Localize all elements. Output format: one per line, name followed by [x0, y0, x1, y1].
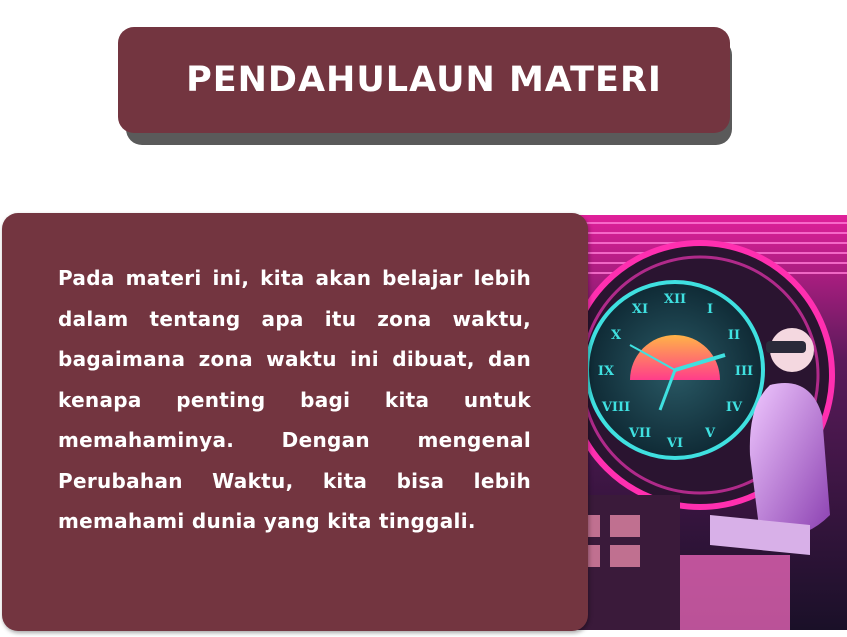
svg-text:XI: XI — [631, 302, 649, 317]
svg-text:XII: XII — [663, 292, 687, 307]
svg-text:X: X — [610, 328, 622, 343]
svg-text:III: III — [734, 364, 754, 379]
clock-scene-image — [560, 215, 847, 630]
svg-text:VII: VII — [628, 426, 652, 441]
svg-text:IV: IV — [725, 400, 743, 415]
neon-clock-illustration — [560, 215, 847, 630]
svg-text:V: V — [704, 426, 716, 441]
svg-text:I: I — [706, 302, 714, 317]
page-title: PENDAHULAUN MATERI — [186, 60, 662, 100]
svg-text:VI: VI — [666, 436, 684, 451]
svg-text:IX: IX — [597, 364, 615, 379]
svg-text:VIII: VIII — [601, 400, 631, 415]
title-banner — [118, 27, 730, 133]
intro-paragraph: Pada materi ini, kita akan belajar lebih dalam tentang apa itu zona waktu, bagaimana zona waktu ini dibuat, dan kenapa penting bagi kita untuk memahaminya. Dengan mengenal Perubahan Waktu, kita bisa lebih memahami dunia yang kita tinggali. — [58, 266, 531, 533]
svg-text:II: II — [727, 328, 741, 343]
